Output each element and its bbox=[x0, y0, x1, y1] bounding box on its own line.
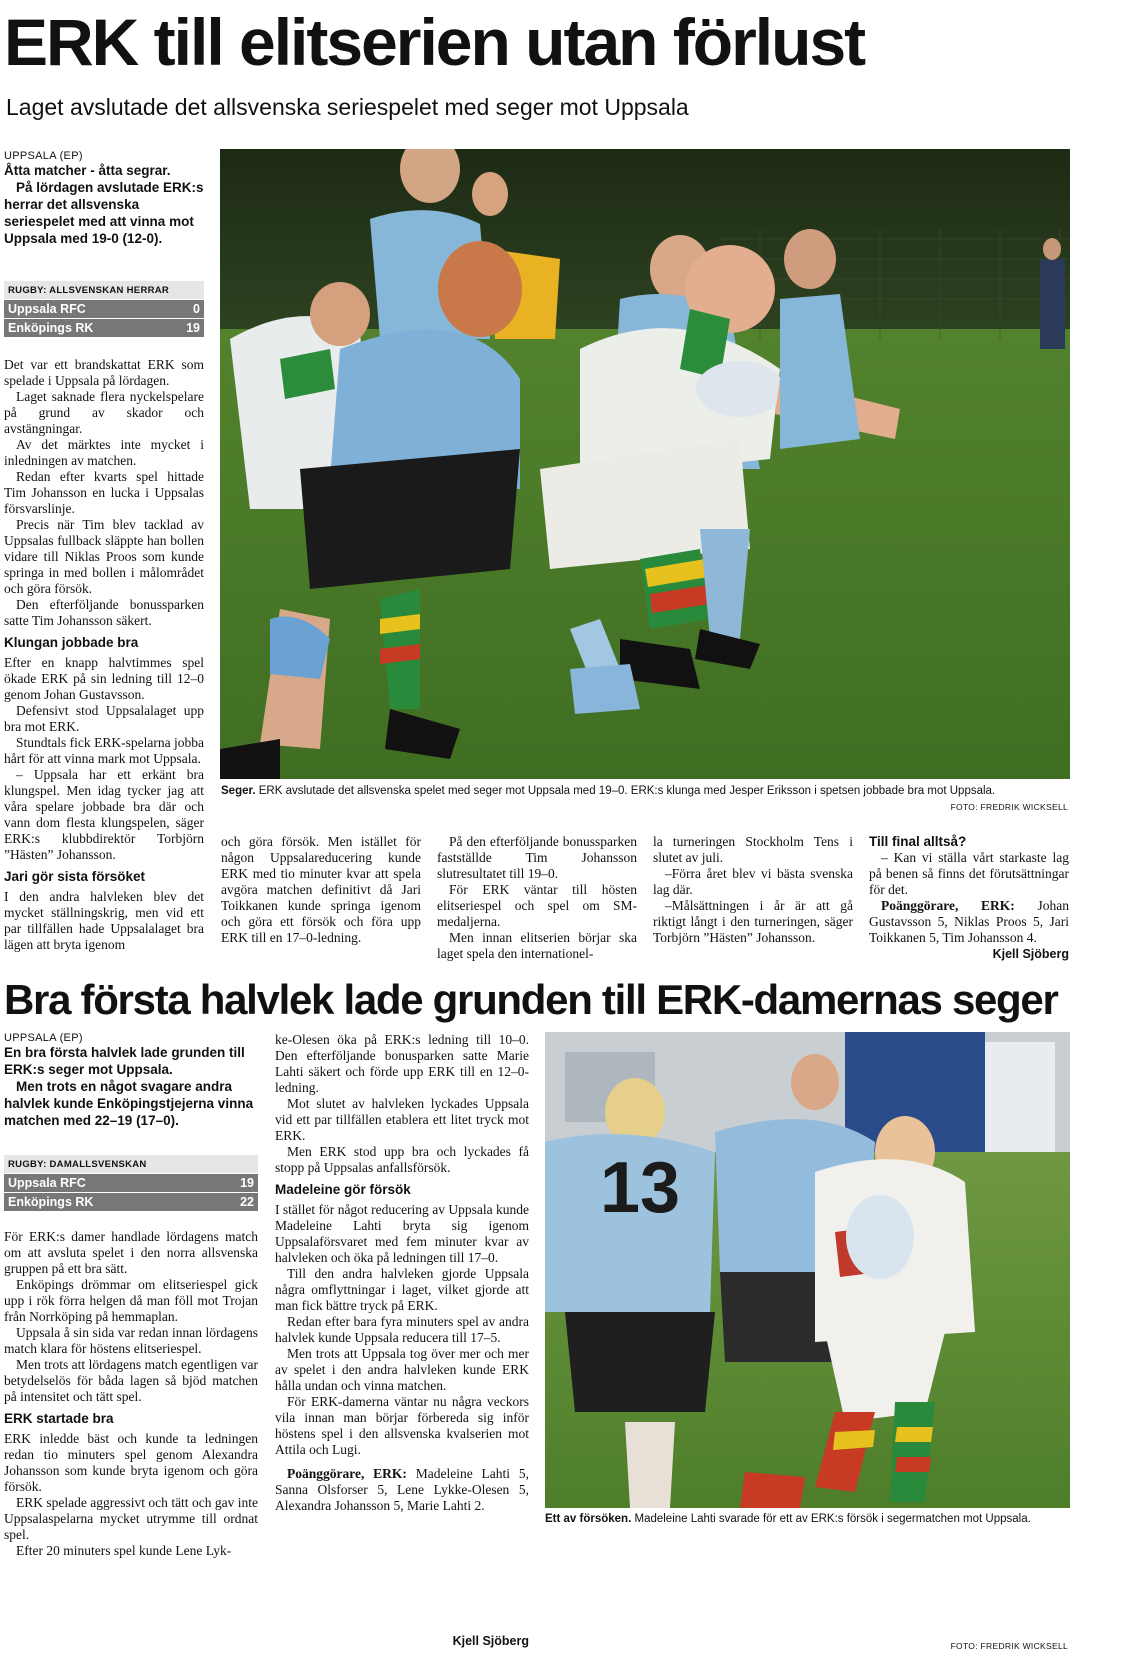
subheading: Till final alltså? bbox=[869, 834, 967, 849]
paragraph: Uppsala å sin sida var redan innan lördagens match klara för höstens elitseriespel. bbox=[4, 1325, 258, 1356]
paragraph: ke-Olesen öka på ERK:s ledning till 10–0. Den efterföljande bonusparken satte Marie Lahti säkert och förde upp ERK till en 12–0-ledning. bbox=[275, 1032, 529, 1095]
photo-credit-2: FOTO: FREDRIK WICKSELL bbox=[950, 1641, 1068, 1651]
paragraph: ERK spelade aggressivt och tätt och gav inte Uppsalaspelarna mycket utrymme till ordnat spel. bbox=[4, 1495, 258, 1542]
paragraph: För ERK-damerna väntar nu några veckors vila innan man börjar förbereda sig inför höstens spel i den allsvenska kvalserien mot Attila och Lugi. bbox=[275, 1394, 529, 1457]
byline: Kjell Sjöberg bbox=[992, 947, 1069, 961]
photo-credit-1: FOTO: FREDRIK WICKSELL bbox=[950, 802, 1068, 812]
paragraph: Redan efter bara fyra minuters spel av andra halvlek kunde Uppsala reducera till 17–5. bbox=[275, 1314, 529, 1345]
women-rugby-photo bbox=[545, 1032, 1070, 1508]
paragraph: Enköpings drömmar om elitseriespel gick upp i rök förra helgen då man föll mot Trojan från Norrköping på hemmaplan. bbox=[4, 1277, 258, 1324]
ingress-lead: En bra första halvlek lade grunden till ERK:s seger mot Uppsala. bbox=[4, 1045, 245, 1077]
team-name: Uppsala RFC bbox=[8, 302, 86, 316]
paragraph: Men innan elitserien börjar ska laget spela den internationel- bbox=[437, 930, 637, 961]
paragraph: Den efterföljande bonussparken satte Tim Johansson säkert. bbox=[4, 597, 204, 628]
team-name: Enköpings RK bbox=[8, 1195, 94, 1209]
paragraph: –Målsättningen i år är att gå riktigt långt i den turneringen, säger Torbjörn ”Hästen” Johansson. bbox=[653, 898, 853, 945]
scorers: Johan Gustavsson 5, Niklas Proos 5, Jari Toikkanen 5, Tim Johansson 4. bbox=[869, 898, 1069, 945]
ingress-lead: Åtta matcher - åtta segrar. bbox=[4, 163, 171, 178]
team-score: 0 bbox=[193, 302, 200, 316]
paragraph: ERK inledde bäst och kunde ta ledningen redan tio minuters spel genom Alexandra Johansson som kunde bryta igenom och göra försök. bbox=[4, 1431, 258, 1494]
headline-1: ERK till elitserien utan förlust bbox=[4, 5, 865, 79]
paragraph: och göra försök. Men istället för någon Uppsalareducering kunde ERK med tio minuter kvar att spela avgöra matchen definitivt då Jari Toikkanen kunde springa igenom och göra ett försök och föra upp ERK till en 17–0-ledning. bbox=[221, 834, 421, 945]
article2-body-col2 bbox=[275, 1032, 529, 1514]
result-box bbox=[4, 281, 204, 337]
paragraph: För ERK väntar till hösten elitseriespel och spel om SM-medaljerna. bbox=[437, 882, 637, 929]
article1-body-col1 bbox=[4, 357, 204, 953]
article2-body-col1 bbox=[4, 1229, 258, 1559]
rugby-players-image bbox=[220, 149, 1070, 779]
paragraph: Men trots att lördagens match egentligen var betydelselös för båda lagen så bjöd matchen på intensitet och tätt spel. bbox=[4, 1357, 258, 1404]
paragraph: Laget saknade flera nyckelspelare på grund av skador och avstängningar. bbox=[4, 389, 204, 436]
paragraph: – Uppsala har ett erkänt bra klungspel. Men idag tycker jag att våra spelare jobbade bra där och vann dom flesta klungspelen, säger ERK:s klubbdirektör Torbjörn ”Hästen” Johansson. bbox=[4, 767, 204, 862]
result-row bbox=[4, 318, 204, 337]
photo-caption-2 bbox=[545, 1512, 1065, 1527]
subheading: Jari gör sista försöket bbox=[4, 869, 146, 884]
caption-text: Madeleine Lahti svarade för ett av ERK:s försök i segermatchen mot Uppsala. bbox=[634, 1513, 1031, 1525]
photo-caption-1 bbox=[221, 784, 1071, 799]
dateline: UPPSALA (EP) bbox=[4, 150, 83, 162]
paragraph bbox=[869, 898, 1069, 946]
paragraph: Men ERK stod upp bra och lyckades få stopp på Uppsalas anfallsförsök. bbox=[275, 1144, 529, 1175]
article1-body-col2 bbox=[221, 834, 421, 946]
deck-1: Laget avslutade det allsvenska seriespelet med seger mot Uppsala bbox=[6, 94, 689, 120]
men-rugby-photo bbox=[220, 149, 1070, 779]
result-box bbox=[4, 1155, 258, 1211]
paragraph: – Kan vi ställa vårt starkaste lag på benen så finns det förutsättningar för det. bbox=[869, 850, 1069, 897]
rugby-women-image bbox=[545, 1032, 1070, 1508]
subheading: Madeleine gör försök bbox=[275, 1182, 411, 1197]
paragraph: Av det märktes inte mycket i inledningen av matchen. bbox=[4, 437, 204, 468]
scorers-label: Poänggörare, ERK: bbox=[881, 898, 1015, 913]
paragraph: Defensivt stod Uppsalalaget upp bra mot ERK. bbox=[4, 703, 204, 734]
paragraph: Efter en knapp halvtimmes spel ökade ERK på sin ledning till 12–0 genom Johan Gustavsson. bbox=[4, 655, 204, 702]
paragraph: Men trots att Uppsala tog över mer och mer av spelet i den andra halvleken kunde ERK hålla undan och vinna matchen. bbox=[275, 1346, 529, 1393]
paragraph: Stundtals fick ERK-spelarna jobba hårt för att vinna mark mot Uppsala. bbox=[4, 735, 204, 766]
paragraph: För ERK:s damer handlade lördagens match om att avsluta spelet i den norra allsvenska gruppen på ett bra sätt. bbox=[4, 1229, 258, 1276]
subheading: Klungan jobbade bra bbox=[4, 635, 139, 650]
paragraph: Efter 20 minuters spel kunde Lene Lyk- bbox=[16, 1543, 232, 1558]
ingress: På lördagen avslutade ERK:s herrar det allsvenska seriespelet med att vinna mot Uppsala med 19-0 (12-0). bbox=[4, 180, 204, 246]
paragraph: Redan efter kvarts spel hittade Tim Johansson en lucka i Uppsalas försvarslinje. bbox=[4, 469, 204, 516]
paragraph: Det var ett brandskattat ERK som spelade i Uppsala på lördagen. bbox=[4, 357, 204, 388]
result-box-header: RUGBY: DAMALLSVENSKAN bbox=[4, 1155, 258, 1173]
article1-body-col4 bbox=[653, 834, 853, 946]
team-score: 19 bbox=[240, 1176, 254, 1190]
result-box-header: RUGBY: ALLSVENSKAN HERRAR bbox=[4, 281, 204, 299]
paragraph: I stället för något reducering av Uppsala kunde Madeleine Lahti bryta sig igenom Uppsalaförsvaret med fem minuter kvar av halvleken och öka på ledningen till 17–0. bbox=[275, 1202, 529, 1265]
paragraph: Till den andra halvleken gjorde Uppsala några omflyttningar i laget, vilket gjorde att man fick bättre tryck på ERK. bbox=[275, 1266, 529, 1313]
team-score: 22 bbox=[240, 1195, 254, 1209]
paragraph: Precis när Tim blev tacklad av Uppsalas fullback släppte han bollen vidare till Niklas Proos som kunde springa in med bollen i målområdet och göra försök. bbox=[4, 517, 204, 596]
caption-text: ERK avslutade det allsvenska spelet med seger mot Uppsala med 19–0. ERK:s klunga med Jesper Eriksson i spetsen jobbade bra mot Uppsala. bbox=[258, 785, 996, 797]
team-score: 19 bbox=[186, 321, 200, 335]
ingress: Men trots en något svagare andra halvlek kunde Enköpingstjejerna vinna matchen med 22–19 (17–0). bbox=[4, 1079, 254, 1128]
result-row bbox=[4, 299, 204, 318]
result-row bbox=[4, 1173, 258, 1192]
paragraph: På den efterföljande bonussparken fastställde Tim Johansson slutresultatet till 19–0. bbox=[437, 834, 637, 881]
caption-lead: Ett av försöken. bbox=[545, 1513, 632, 1525]
dateline: UPPSALA (EP) bbox=[4, 1032, 83, 1044]
subheading: ERK startade bra bbox=[4, 1411, 114, 1426]
paragraph: Mot slutet av halvleken lyckades Uppsala vid ett par tillfällen etablera ett litet tryck mot ERK. bbox=[275, 1096, 529, 1143]
paragraph bbox=[275, 1466, 529, 1514]
article1-left-column bbox=[4, 150, 204, 953]
jersey-number: 13 bbox=[600, 1148, 681, 1228]
result-row bbox=[4, 1192, 258, 1211]
paragraph: I den andra halvleken blev det mycket ställningskrig, men vid ett par tillfällen hade Uppsalalaget bra lägen att bryta igenom bbox=[4, 889, 204, 952]
byline: Kjell Sjöberg bbox=[452, 1634, 529, 1648]
paragraph: la turneringen Stockholm Tens i slutet av juli. bbox=[653, 834, 853, 865]
paragraph: –Förra året blev vi bästa svenska lag där. bbox=[653, 866, 853, 897]
article2-left-column bbox=[4, 1032, 258, 1559]
scorers: Madeleine Lahti 5, Sanna Olsforser 5, Lene Lykke-Olesen 5, Alexandra Johansson 5, Marie Lahti 2. bbox=[275, 1466, 529, 1513]
scorers-label: Poänggörare, ERK: bbox=[287, 1466, 407, 1481]
team-name: Enköpings RK bbox=[8, 321, 94, 335]
article1-body-col5 bbox=[869, 834, 1069, 962]
article1-body-col3 bbox=[437, 834, 637, 962]
team-name: Uppsala RFC bbox=[8, 1176, 86, 1190]
headline-2: Bra första halvlek lade grunden till ERK-damernas seger bbox=[4, 976, 1058, 1023]
caption-lead: Seger. bbox=[221, 785, 256, 797]
